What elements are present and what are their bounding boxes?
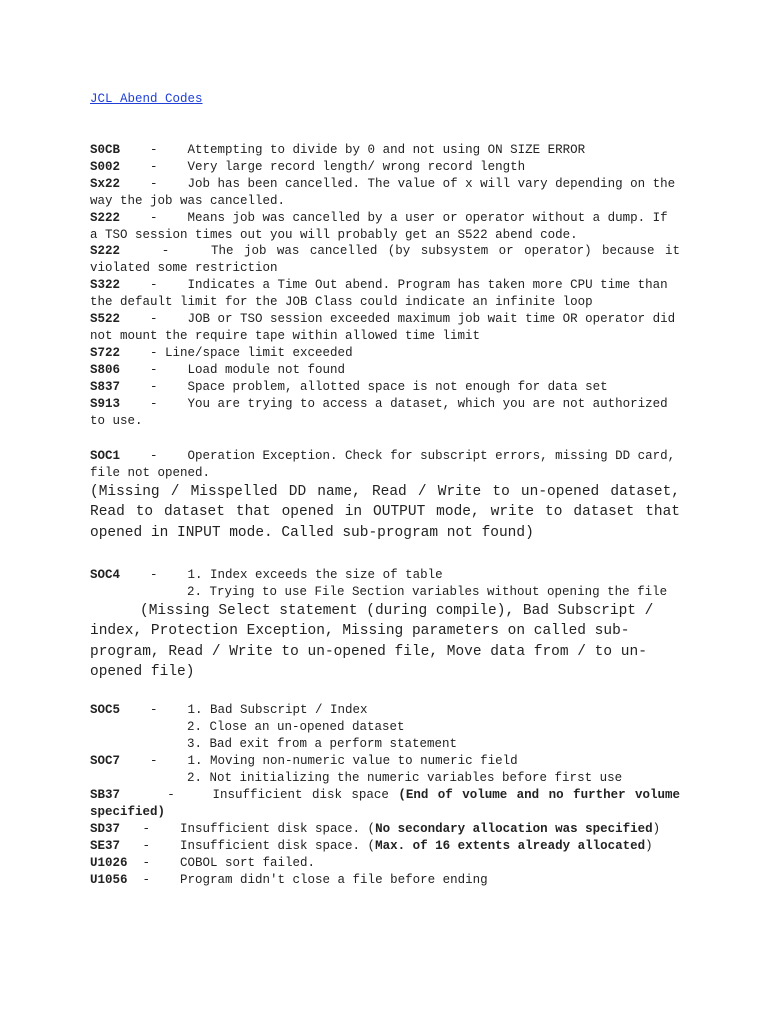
- closing-paren: ): [652, 821, 661, 836]
- soc4-note: (Missing Select statement (during compile), Bad Subscript / index, Protection Exception, Missing parameters on called sub-program, Read / Write to un-opened file, Move data from / to un-opened file): [90, 602, 654, 681]
- closing-paren: ): [645, 838, 653, 853]
- abend-description: The job was cancelled (by subsystem or operator) because it violated some restriction: [90, 244, 681, 276]
- page-title[interactable]: JCL Abend Codes: [90, 92, 203, 106]
- list-item: [90, 176, 680, 210]
- abend-description: 1. Bad Subscript / Index: [187, 703, 368, 717]
- abend-code: S722: [90, 345, 121, 360]
- abend-code: SOC4: [90, 568, 121, 582]
- list-item: [90, 787, 680, 821]
- separator-dash: [120, 346, 150, 360]
- abend-description: Load module not found: [187, 362, 346, 377]
- list-item: [90, 872, 680, 889]
- separator-dash: -: [120, 379, 188, 394]
- abend-code: SOC5: [90, 703, 121, 717]
- separator-dash: -: [120, 278, 188, 293]
- list-item: [90, 159, 680, 176]
- separator-dash: -: [127, 855, 181, 870]
- abend-code: S806: [90, 362, 121, 377]
- separator-dash: -: [120, 210, 188, 225]
- soc4-item-2: 2. Trying to use File Section variables without opening the file: [187, 584, 668, 599]
- abend-detail-bold: (End of volume and no further volume specified): [90, 788, 681, 819]
- separator-dash: -: [120, 788, 213, 802]
- abend-code: SD37: [90, 821, 121, 836]
- abend-detail-bold: Max. of 16 extents already allocated: [375, 838, 646, 853]
- abend-code: U1056: [90, 872, 128, 887]
- abend-description: Insufficient disk space. (: [180, 838, 376, 853]
- abend-description: 1. Moving non-numeric value to numeric field: [187, 754, 518, 768]
- separator-dash: -: [120, 176, 188, 191]
- list-item: [90, 855, 680, 872]
- abend-code-list: [90, 142, 680, 429]
- abend-description: 1. Index exceeds the size of table: [187, 568, 443, 582]
- separator-dash: -: [120, 821, 181, 836]
- separator-dash: -: [120, 244, 212, 259]
- abend-description: COBOL sort failed.: [180, 855, 316, 870]
- abend-description: Insufficient disk space. (: [180, 821, 376, 836]
- space-abends-section: [90, 787, 680, 888]
- separator-dash: -: [120, 703, 188, 717]
- abend-description: JOB or TSO session exceeded maximum job wait time OR operator did not mount the require tape within allowed time limit: [90, 312, 676, 343]
- abend-description: Space problem, allotted space is not enough for data set: [187, 379, 608, 394]
- abend-code: S222: [90, 210, 121, 225]
- abend-code: S837: [90, 379, 121, 394]
- separator-dash: -: [120, 362, 188, 377]
- abend-code: S913: [90, 396, 121, 411]
- list-item: [90, 379, 680, 396]
- abend-code: U1026: [90, 855, 128, 870]
- soc1-section: [90, 448, 680, 543]
- list-item: [90, 362, 680, 379]
- abend-code: SE37: [90, 838, 121, 853]
- separator-dash: -: [120, 143, 188, 157]
- list-item: [90, 396, 680, 430]
- soc7-item-2: 2. Not initializing the numeric variables before first use: [187, 770, 623, 785]
- abend-description: Means job was cancelled by a user or operator without a dump. If a TSO session times out you will probably get an S522 abend code.: [90, 210, 668, 242]
- separator-dash: -: [127, 872, 181, 887]
- abend-code: S0CB: [90, 143, 121, 157]
- abend-description: You are trying to access a dataset, which you are not authorized to use.: [90, 396, 668, 428]
- separator-dash: -: [120, 312, 188, 327]
- list-item: [90, 345, 680, 362]
- soc5-section: [90, 702, 680, 753]
- list-item: [90, 448, 680, 482]
- abend-code: S522: [90, 312, 121, 327]
- abend-code: SOC1: [90, 449, 121, 463]
- separator-dash: -: [120, 754, 188, 768]
- separator-dash: -: [120, 396, 188, 411]
- list-item: [90, 838, 680, 855]
- separator-dash: -: [120, 568, 188, 582]
- abend-code: S322: [90, 278, 121, 293]
- abend-description: Very large record length/ wrong record length: [187, 159, 526, 174]
- list-item: [90, 277, 680, 311]
- abend-code: SB37: [90, 788, 121, 802]
- abend-description: Insufficient disk space: [212, 788, 399, 802]
- list-item: [90, 821, 680, 838]
- abend-code: Sx22: [90, 176, 121, 191]
- separator-dash: -: [120, 449, 188, 463]
- abend-code: S222: [90, 244, 121, 259]
- list-item: [90, 243, 680, 277]
- soc4-section: [90, 567, 680, 683]
- soc5-item-3: 3. Bad exit from a perform statement: [187, 736, 458, 751]
- soc1-note: (Missing / Misspelled DD name, Read / Write to un-opened dataset, Read to dataset that opened in OUTPUT mode, write to dataset that opened in INPUT mode. Called sub-program not found): [90, 483, 680, 541]
- list-item: [90, 311, 680, 345]
- list-item: [90, 567, 680, 584]
- list-item: [90, 142, 680, 159]
- list-item: [90, 210, 680, 244]
- soc5-item-2: 2. Close an un-opened dataset: [187, 719, 405, 734]
- abend-detail-bold: No secondary allocation was specified: [375, 821, 653, 836]
- list-item: [90, 753, 680, 770]
- abend-description: Attempting to divide by 0 and not using ON SIZE ERROR: [187, 143, 586, 157]
- abend-code: SOC7: [90, 754, 121, 768]
- abend-description: Job has been cancelled. The value of x will vary depending on the way the job was cancelled.: [90, 176, 676, 208]
- abend-description: Program didn't close a file before ending: [180, 872, 488, 887]
- abend-description: Indicates a Time Out abend. Program has taken more CPU time than the default limit for the JOB Class could indicate an infinite loop: [90, 278, 668, 310]
- abend-description: - Line/space limit exceeded: [150, 345, 353, 360]
- abend-code: S002: [90, 159, 121, 174]
- separator-dash: -: [120, 838, 181, 853]
- soc7-section: [90, 753, 680, 787]
- abend-description: Operation Exception. Check for subscript errors, missing DD card, file not opened.: [90, 449, 676, 480]
- list-item: [90, 702, 680, 719]
- separator-dash: -: [120, 159, 188, 174]
